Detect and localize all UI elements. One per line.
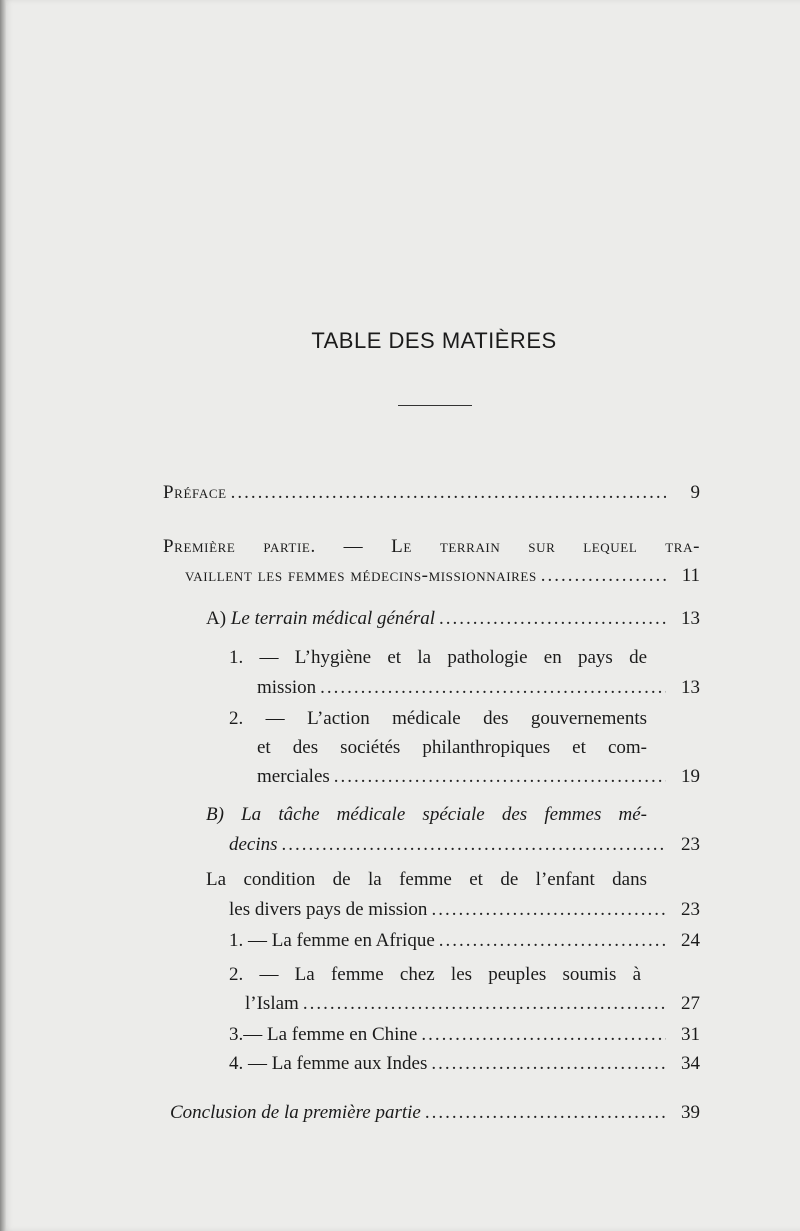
dot-leader [334,762,666,791]
toc-entry-condition-femme [206,865,700,925]
toc-entry-line: merciales [257,766,330,787]
dot-leader [439,603,666,634]
toc-entry-text: Préface [163,482,227,503]
toc-entry-line: La condition de la femme et de l’enfant dans [206,869,647,890]
toc-entry-line: 1. — L’hygiène et la pathologie en pays de [229,647,647,668]
toc-page-number: 13 [681,677,700,698]
page-edge-shadow [0,0,6,1231]
toc-entry-indes [229,1048,700,1079]
toc-page-number: 24 [681,930,700,951]
toc-entry-line: B) La tâche médicale spéciale des femmes mé- [206,804,647,825]
toc-entry-section-b [206,800,700,860]
dot-leader [431,1048,666,1079]
toc-page-number: 39 [681,1102,700,1123]
toc-entry-preface [163,477,700,508]
dot-leader [231,477,666,508]
dot-leader [320,673,666,703]
toc-entry-line: et des sociétés philanthropiques et com- [257,737,647,758]
toc-entry-text: Le terrain médical général [230,608,436,629]
toc-entry-chine [229,1019,700,1050]
toc-entry-line: decins [229,834,278,855]
toc-entry-premiere-partie [163,532,700,590]
toc-entry-line: l’Islam [245,993,299,1014]
toc-entry-text: 1. — La femme en Afrique [229,930,435,951]
toc-page-number: 23 [681,834,700,855]
toc-entry-action-medicale [229,704,700,791]
toc-page-number: 31 [681,1024,700,1045]
dot-leader [439,925,666,956]
toc-page-number: 13 [681,608,700,629]
toc-page-number: 9 [690,482,700,503]
toc-page-number: 19 [681,766,700,787]
toc-entry-line: les divers pays de mission [229,899,428,920]
toc-entry-hygiene [229,643,700,703]
toc-entry-line: mission [257,677,317,698]
toc-entry-label: A) [206,608,227,629]
toc-entry-line: Première partie. — Le terrain sur lequel tra- [163,536,700,557]
dot-leader [541,561,666,590]
toc-entry-text: 4. — La femme aux Indes [229,1053,428,1074]
dot-leader [431,895,666,925]
dot-leader [303,989,666,1018]
toc-page-number: 27 [681,993,700,1014]
dot-leader [425,1097,666,1128]
toc-page-number: 34 [681,1053,700,1074]
toc-page-number: 11 [681,565,700,586]
toc-entry-text: Conclusion de la première partie [170,1102,421,1123]
toc-entry-line: 2. — La femme chez les peuples soumis à [229,964,641,985]
toc-page-number: 23 [681,899,700,920]
page-title: TABLE DES MATIÈRES [311,328,557,353]
dot-leader [282,830,666,860]
title-rule [398,405,472,406]
toc-entry-afrique [229,925,700,956]
toc-entry-conclusion [170,1097,700,1128]
toc-entry-section-a [206,603,700,634]
toc-entry-text: 3.— La femme en Chine [229,1024,418,1045]
dot-leader [421,1019,666,1050]
toc-entry-line: 2. — L’action médicale des gouvernements [229,708,647,729]
toc-entry-islam [229,960,700,1018]
toc-entry-line: vaillent les femmes médecins-missionnaires [185,565,537,586]
